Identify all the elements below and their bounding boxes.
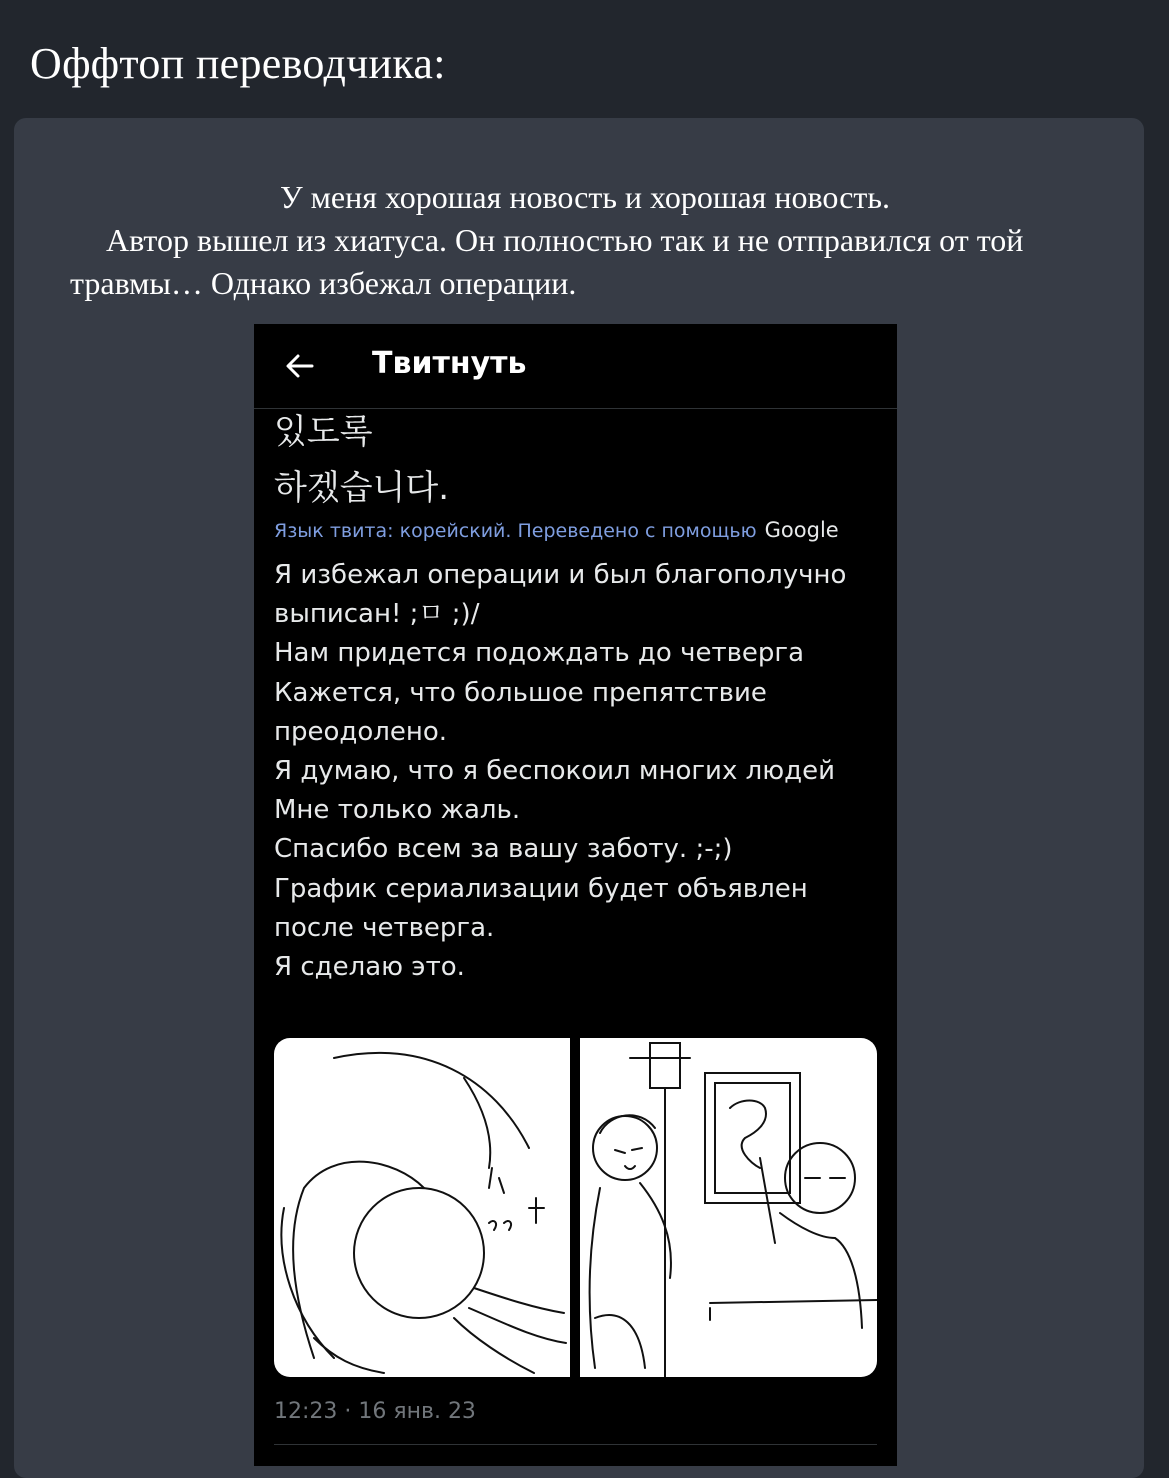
body-line: Спасибо всем за вашу заботу. ;-;) [274,834,733,865]
note-line-2: Автор вышел из хиатуса. Он полностью так и не отправился от той травмы… Однако избежал операции. [70,222,1024,301]
sketch-panel-bowing[interactable] [274,1038,570,1377]
tweet-translated-text [274,556,884,987]
body-line: Я думаю, что я беспокоил многих людей [274,756,835,787]
hospital-sketch-illustration [580,1038,877,1377]
body-line: Нам придется подождать до четверга [274,638,805,669]
body-line: выписан! ;ㅁ ;)/ [274,599,480,630]
tweet-screenshot [254,324,897,1466]
google-brand: Google [764,518,839,542]
sketch-panel-hospital[interactable] [580,1038,877,1377]
tweet-timestamp[interactable]: 12:23 · 16 янв. 23 [274,1399,476,1424]
bowing-sketch-illustration [274,1038,570,1377]
body-line: Кажется, что большое препятствие [274,677,767,708]
body-line: Я сделаю это. [274,952,465,983]
body-line: Я избежал операции и был благополучно [274,560,847,590]
tweet-header [254,324,897,409]
translation-note-text: Язык твита: корейский. Переведено с помощью [274,520,757,542]
arrow-left-icon[interactable] [284,350,316,382]
body-line: Мне только жаль. [274,795,521,826]
korean-line-2: 하겠습니다. [274,468,450,508]
note-line-1: У меня хорошая новость и хорошая новость. [280,179,890,215]
korean-original-text [274,404,449,516]
body-line: преодолено. [274,716,448,747]
body-line: График сериализации будет объявлен [274,873,808,904]
tweet-media[interactable] [274,1038,877,1377]
page-title: Оффтоп переводчика: [30,39,446,88]
translator-note [70,176,1100,305]
body-line: после четверга. [274,912,495,943]
korean-line-1: 있도록 [274,412,373,452]
translation-note[interactable] [274,518,839,542]
divider [274,1444,877,1445]
header-title: Твитнуть [372,346,527,381]
